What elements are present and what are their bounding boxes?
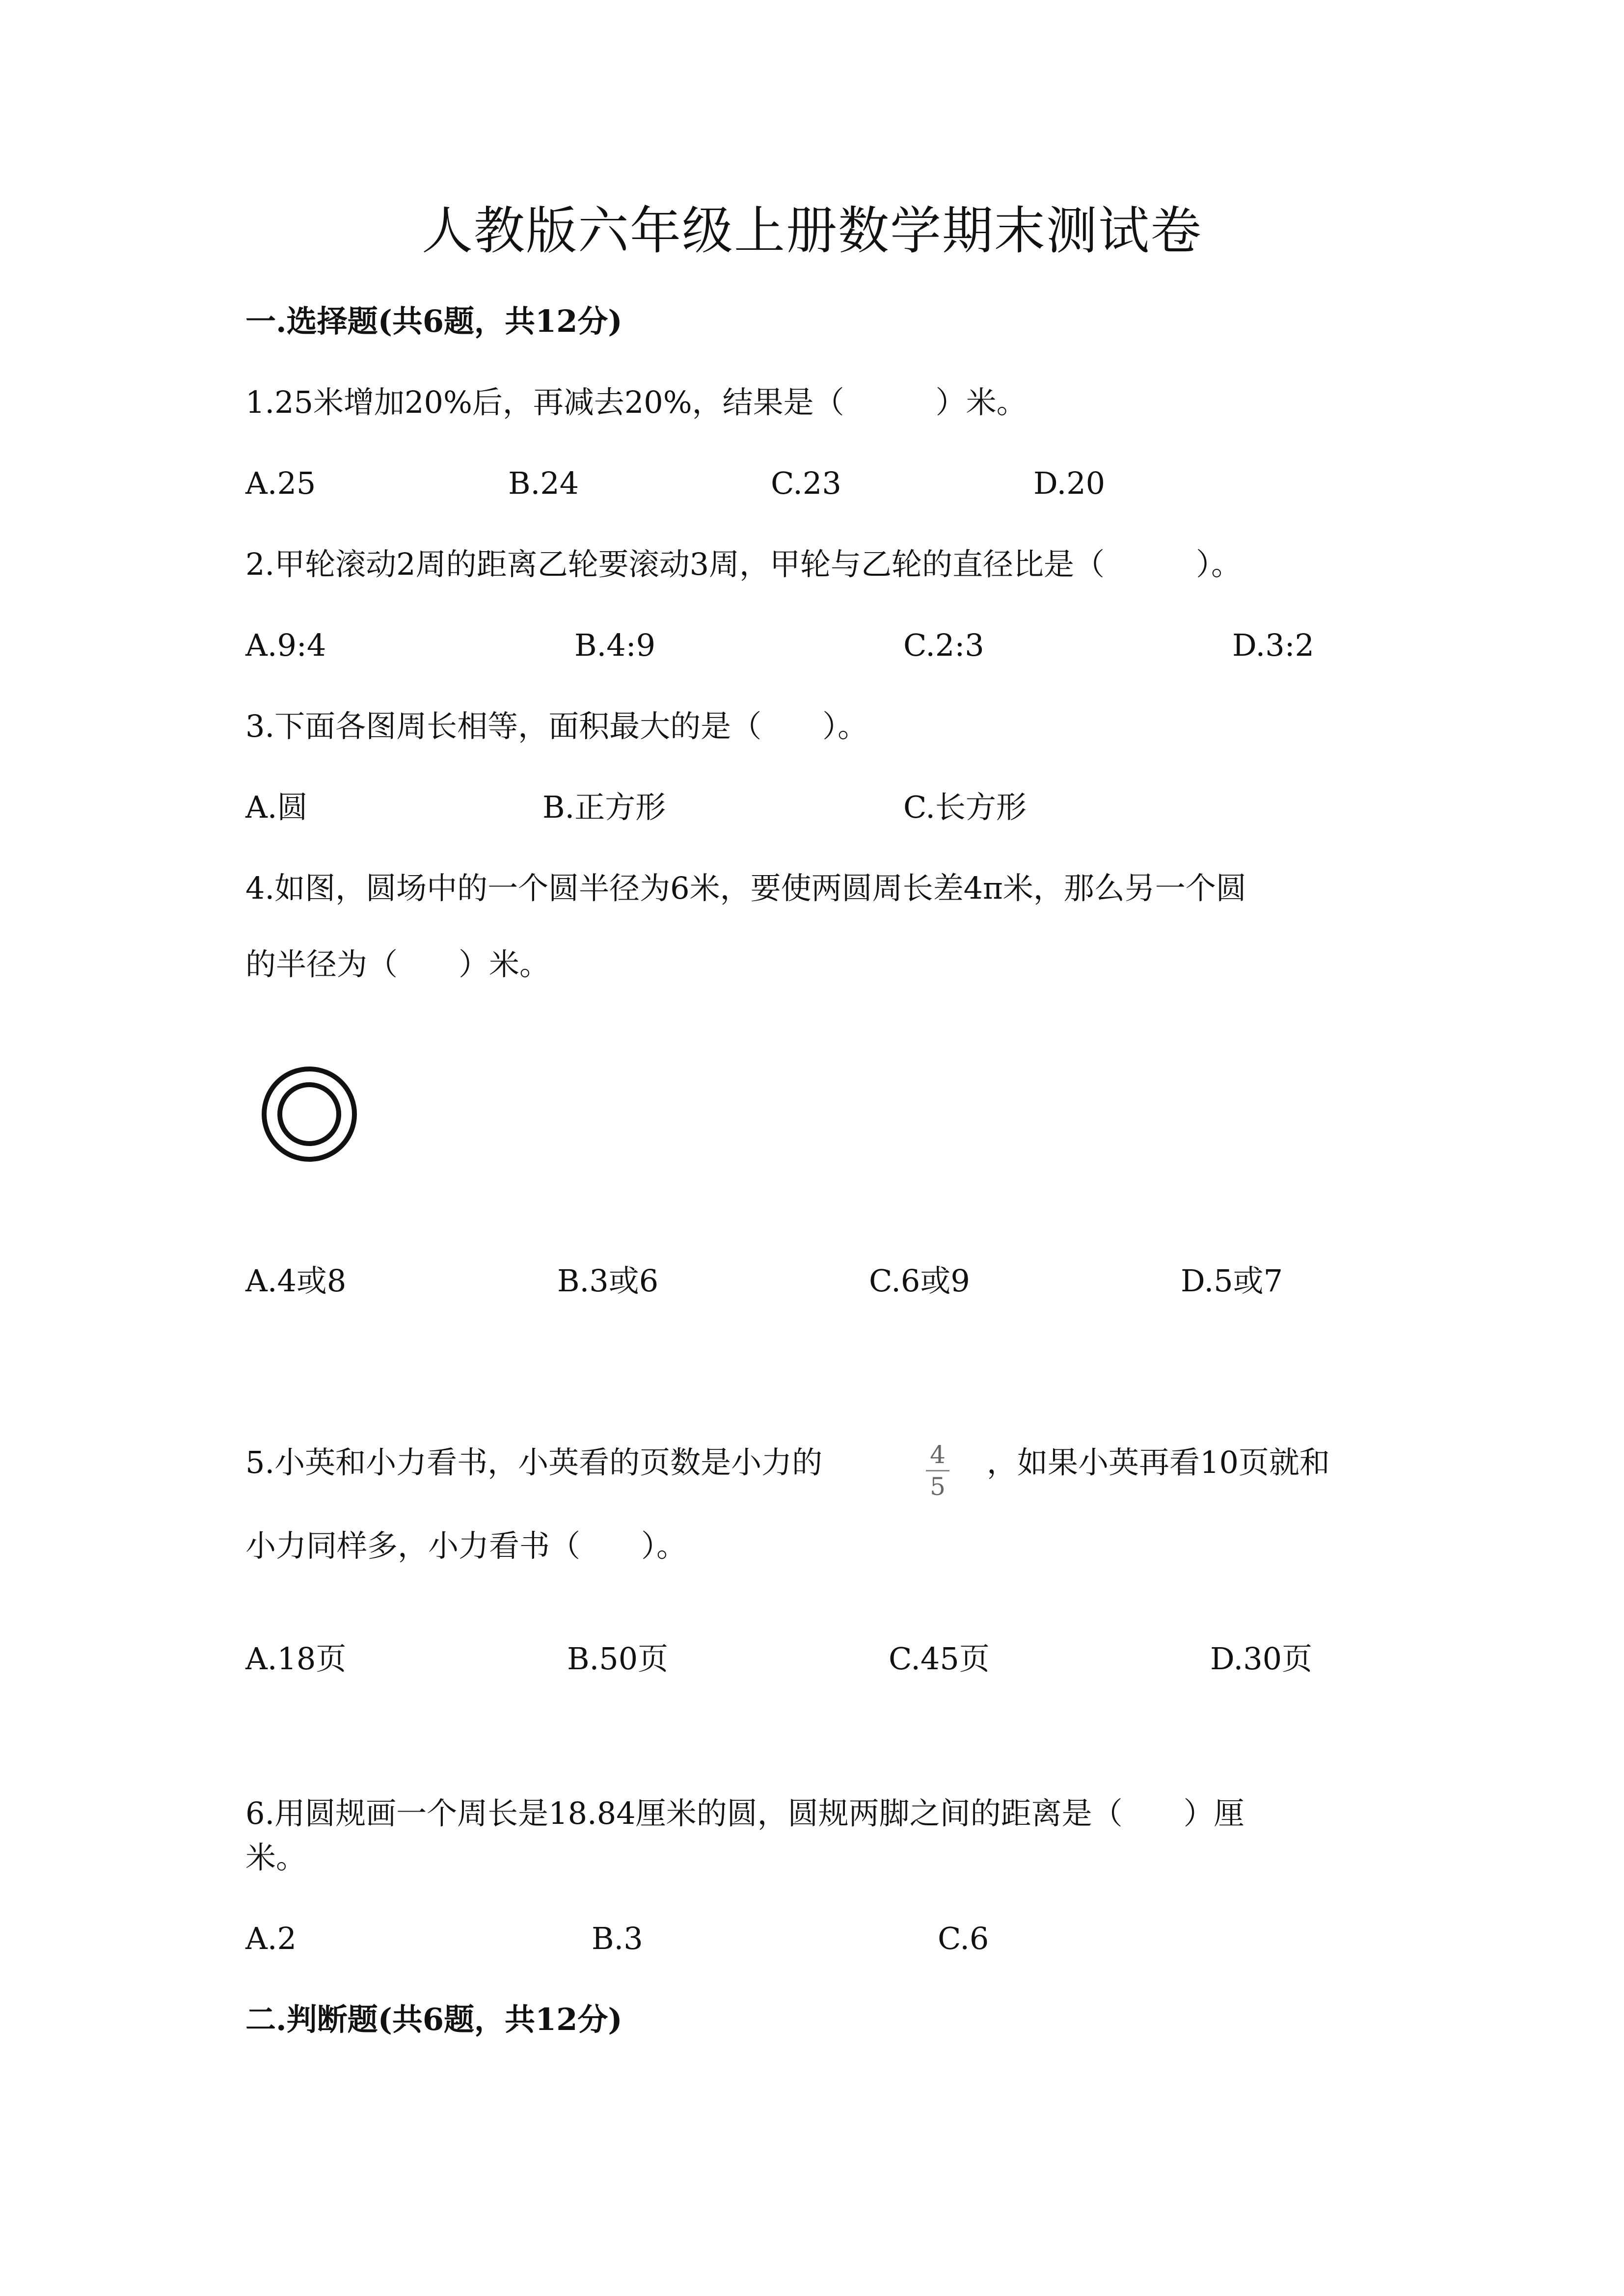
question-4-text-line1: 4.如图，圆场中的一个圆半径为6米，要使两圆周长差4π米，那么另一个圆 <box>245 870 1246 906</box>
section-heading-choice: 一.选择题(共6题，共12分) <box>245 303 623 339</box>
question-3-option-a[interactable]: A.圆 <box>245 789 308 825</box>
question-6-option-a[interactable]: A.2 <box>245 1921 297 1956</box>
question-5-option-b[interactable]: B.50页 <box>567 1641 669 1677</box>
question-2-option-c[interactable]: C.2:3 <box>903 627 984 663</box>
question-6-text-line1: 6.用圆规画一个周长是18.84厘米的圆，圆规两脚之间的距离是（ ）厘 <box>245 1795 1245 1831</box>
question-6-text-line2: 米。 <box>245 1840 307 1875</box>
question-1-option-d[interactable]: D.20 <box>1033 465 1106 501</box>
fraction-numerator: 4 <box>930 1441 946 1469</box>
question-6-option-c[interactable]: C.6 <box>938 1921 989 1956</box>
question-3-text: 3.下面各图周长相等，面积最大的是（ ）。 <box>245 708 868 744</box>
question-1-option-b[interactable]: B.24 <box>508 465 579 501</box>
fraction-denominator: 5 <box>930 1472 946 1501</box>
question-4-option-d[interactable]: D.5或7 <box>1181 1263 1283 1299</box>
question-1-option-c[interactable]: C.23 <box>771 465 841 501</box>
question-3-option-c[interactable]: C.长方形 <box>903 789 1027 825</box>
question-1-text: 1.25米增加20%后，再减去20%，结果是（ ）米。 <box>245 384 1027 420</box>
question-4-text-line2: 的半径为（ ）米。 <box>245 946 550 982</box>
question-2-option-a[interactable]: A.9:4 <box>245 627 326 663</box>
question-6-option-b[interactable]: B.3 <box>592 1921 643 1956</box>
fraction-bar <box>926 1470 949 1471</box>
page-title: 人教版六年级上册数学期末测试卷 <box>421 201 1202 261</box>
question-4-option-a[interactable]: A.4或8 <box>245 1263 347 1299</box>
question-5-option-a[interactable]: A.18页 <box>245 1641 347 1677</box>
question-5-option-d[interactable]: D.30页 <box>1210 1641 1313 1677</box>
question-2-text: 2.甲轮滚动2周的距离乙轮要滚动3周，甲轮与乙轮的直径比是（ ）。 <box>245 546 1242 582</box>
question-2-option-d[interactable]: D.3:2 <box>1232 627 1314 663</box>
question-4-option-c[interactable]: C.6或9 <box>869 1263 970 1299</box>
question-5-text-line2: 小力同样多，小力看书（ ）。 <box>245 1528 687 1564</box>
question-5-text-line1-b: ，如果小英再看10页就和 <box>987 1444 1330 1480</box>
fraction-four-fifths <box>923 1441 952 1501</box>
question-1-option-a[interactable]: A.25 <box>245 465 316 501</box>
question-2-option-b[interactable]: B.4:9 <box>574 627 656 663</box>
question-5-option-c[interactable]: C.45页 <box>889 1641 990 1677</box>
question-3-option-b[interactable]: B.正方形 <box>542 789 666 825</box>
section-heading-judgment: 二.判断题(共6题，共12分) <box>245 2002 623 2037</box>
question-5-text-line1-a: 5.小英和小力看书，小英看的页数是小力的 <box>245 1444 823 1480</box>
concentric-circles-icon <box>260 1065 358 1163</box>
question-4-option-b[interactable]: B.3或6 <box>557 1263 659 1299</box>
